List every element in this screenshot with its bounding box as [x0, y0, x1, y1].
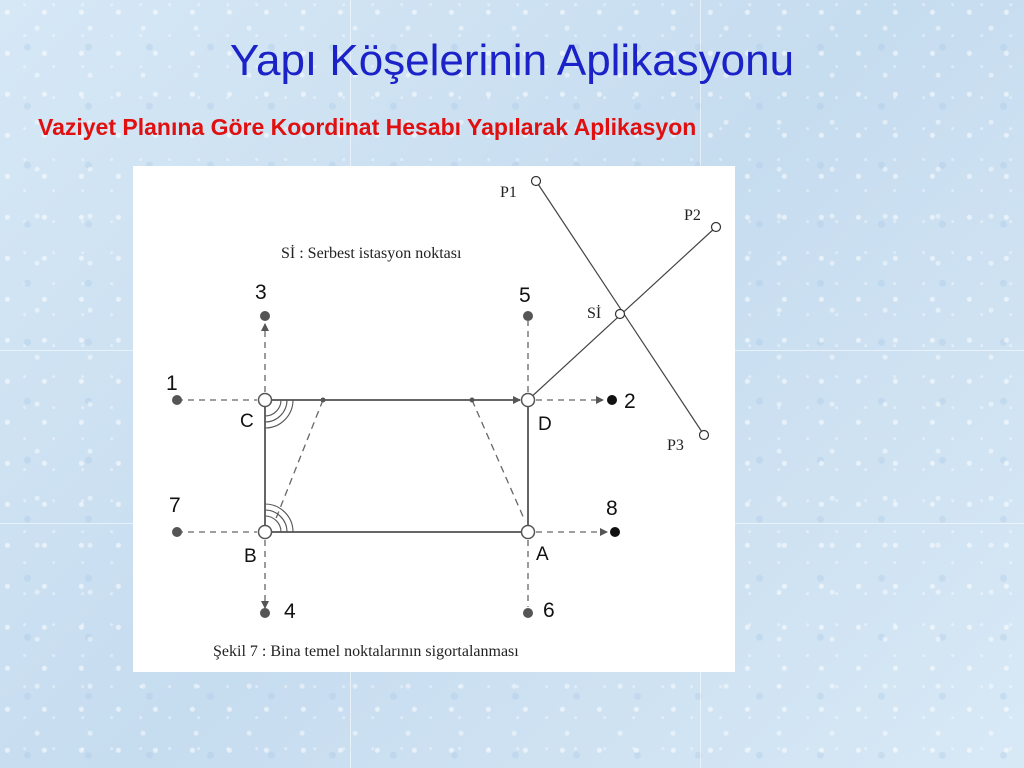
corner-c-marker — [259, 394, 272, 407]
corner-a-marker — [522, 526, 535, 539]
station-si-label: Sİ — [587, 305, 602, 322]
point-8-marker — [610, 527, 620, 537]
point-2-label: 2 — [624, 390, 636, 413]
dashed-diagonal-right — [472, 400, 525, 521]
slide-subtitle: Vaziyet Planına Göre Koordinat Hesabı Yapılarak Aplikasyon — [38, 114, 697, 140]
line-p1-p3 — [536, 181, 704, 435]
point-2-marker — [607, 395, 617, 405]
point-5-marker — [523, 311, 533, 321]
point-1-marker — [172, 395, 182, 405]
corner-b-marker — [259, 526, 272, 539]
point-7-marker — [172, 527, 182, 537]
point-5-label: 5 — [519, 284, 531, 307]
station-p3-marker — [700, 431, 709, 440]
station-p2-label: P2 — [684, 207, 701, 224]
small-point — [321, 398, 326, 403]
dashed-diagonal-left — [275, 400, 323, 521]
station-p2-marker — [712, 223, 721, 232]
station-p1-label: P1 — [500, 184, 517, 201]
corner-a-label: A — [536, 544, 549, 565]
point-1-label: 1 — [166, 372, 178, 395]
point-4-marker — [260, 608, 270, 618]
point-8-label: 8 — [606, 497, 618, 520]
point-7-label: 7 — [169, 494, 181, 517]
point-3-label: 3 — [255, 281, 267, 304]
corner-d-marker — [522, 394, 535, 407]
point-6-marker — [523, 608, 533, 618]
station-p3-label: P3 — [667, 437, 684, 454]
corner-d-label: D — [538, 414, 552, 435]
slide-title: Yapı Köşelerinin Aplikasyonu — [229, 36, 795, 85]
point-4-label: 4 — [284, 600, 296, 623]
station-p1-marker — [532, 177, 541, 186]
corner-b-label: B — [244, 546, 257, 567]
point-3-marker — [260, 311, 270, 321]
point-6-label: 6 — [543, 599, 555, 622]
figure-caption: Şekil 7 : Bina temel noktalarının sigortalanması — [213, 643, 519, 660]
corner-c-label: C — [240, 411, 254, 432]
legend-text: Sİ : Serbest istasyon noktası — [281, 245, 462, 262]
station-si-marker — [616, 310, 625, 319]
small-point — [470, 398, 475, 403]
survey-diagram — [133, 166, 735, 672]
